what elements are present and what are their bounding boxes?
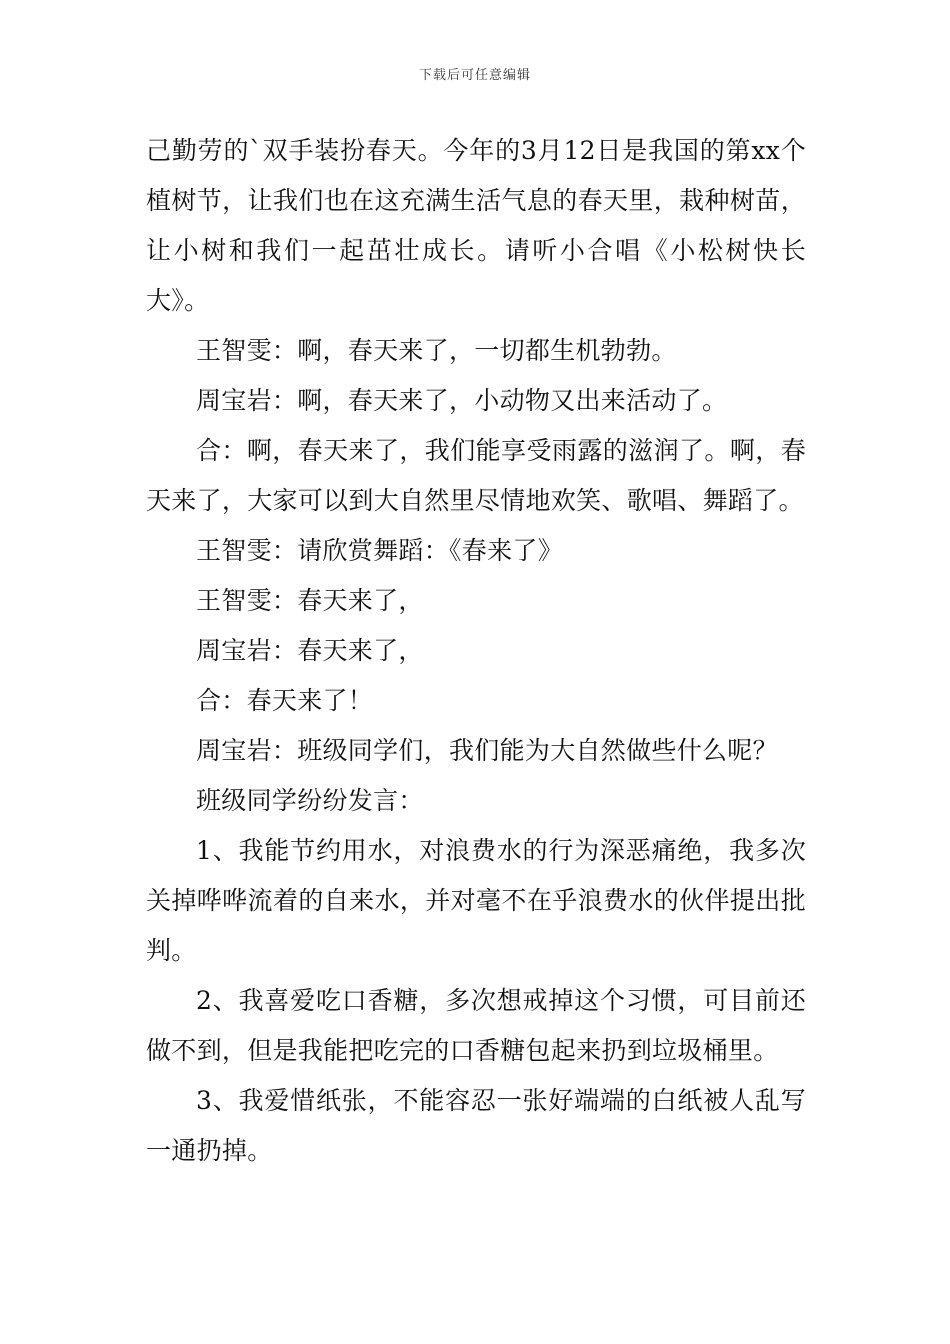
paragraph-4: 合：啊，春天来了，我们能享受雨露的滋润了。啊，春天来了，大家可以到大自然里尽情地欢笑、歌唱、舞蹈了。 (146, 436, 806, 515)
paragraph-7: 周宝岩：春天来了， (196, 636, 424, 665)
document-body (146, 126, 806, 1176)
paragraph-1: 己勤劳的`双手装扮春天。今年的3月12日是我国的第xx个植树节，让我们也在这充满生活气息的春天里，栽种树苗，让小树和我们一起茁壮成长。请听小合唱《小松树快长大》。 (146, 136, 806, 315)
paragraph-3: 周宝岩：啊，春天来了，小动物又出来活动了。 (196, 386, 728, 415)
paragraph-13: 3、我爱惜纸张，不能容忍一张好端端的白纸被人乱写一通扔掉。 (146, 1086, 806, 1165)
paragraph-9: 周宝岩：班级同学们，我们能为大自然做些什么呢？ (196, 736, 778, 765)
paragraph-6: 王智雯：春天来了， (196, 586, 424, 615)
paragraph-5: 王智雯：请欣赏舞蹈：《春来了》 (196, 536, 564, 565)
page-header: 下载后可任意编辑 (418, 68, 531, 83)
paragraph-11: 1、我能节约用水，对浪费水的行为深恶痛绝，我多次关掉哗哗流着的自来水，并对毫不在乎浪费水的伙伴提出批判。 (146, 836, 806, 965)
paragraph-8: 合：春天来了！ (196, 686, 374, 715)
paragraph-2: 王智雯：啊，春天来了，一切都生机勃勃。 (196, 336, 677, 365)
paragraph-10: 班级同学纷纷发言： (196, 786, 424, 815)
paragraph-12: 2、我喜爱吃口香糖，多次想戒掉这个习惯，可目前还做不到，但是我能把吃完的口香糖包起来扔到垃圾桶里。 (146, 986, 806, 1065)
